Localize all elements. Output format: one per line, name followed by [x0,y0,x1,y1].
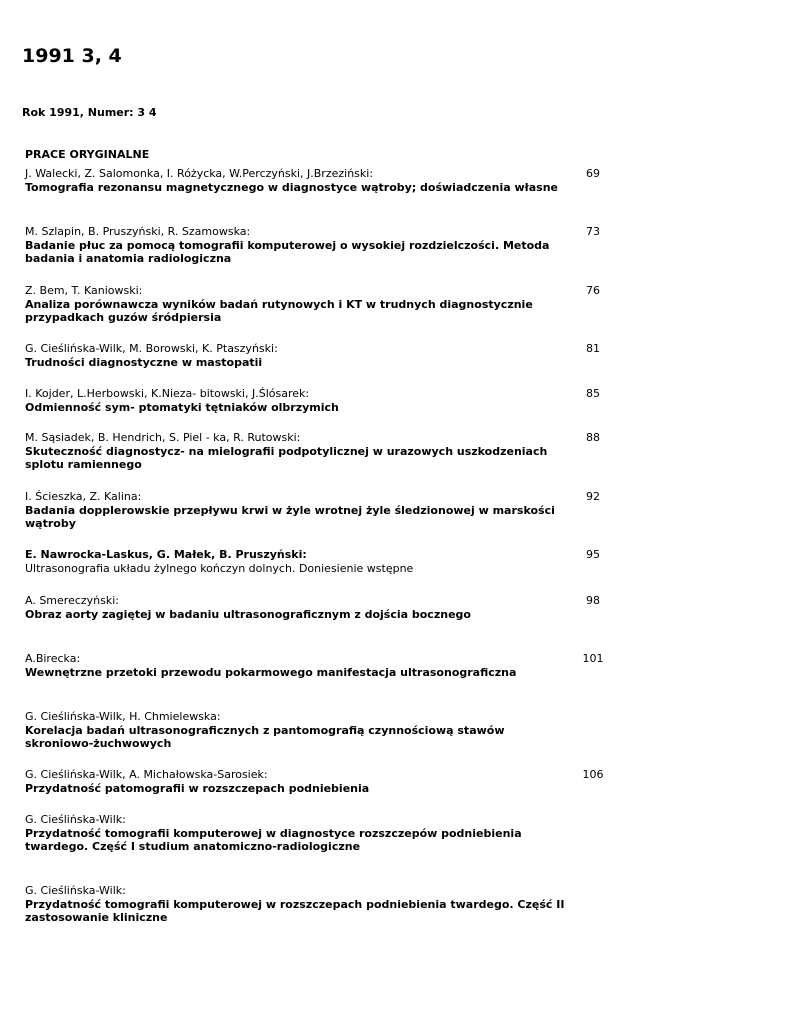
entry-authors: A. Smereczyński: [25,594,120,607]
toc-entry [25,768,645,813]
toc-entry [25,710,645,768]
entry-authors: G. Cieślińska-Wilk, A. Michałowska-Sarosiek: [25,768,268,781]
entry-title[interactable]: Trudności diagnostyczne w mastopatii [25,355,263,369]
entry-title[interactable]: Skuteczność diagnostycz- na mielografii podpotylicznej w urazowych uszkodzeniach splotu ramiennego [25,444,548,471]
entry-page-number: 101 [582,652,604,665]
toc-entry [25,490,645,548]
entry-authors: M. Sąsiadek, B. Hendrich, S. Piel - ka, R. Rutowski: [25,431,301,444]
section-heading: PRACE ORYGINALNE [25,148,150,161]
entry-authors: M. Szlapin, B. Pruszyński, R. Szamowska: [25,225,251,238]
toc-entry [25,225,645,284]
toc-entry [25,431,645,490]
entry-title[interactable]: Tomografia rezonansu magnetycznego w diagnostyce wątroby; doświadczenia własne [25,180,558,194]
entry-page-number: 73 [586,225,600,238]
entry-page-number: 106 [582,768,604,781]
toc-entry [25,167,645,225]
entry-title[interactable]: Przydatność tomografii komputerowej w rozszczepach podniebienia twardego. Część II zastosowanie kliniczne [25,897,565,924]
entry-page-number: 76 [586,284,600,297]
entry-authors: A.Birecka: [25,652,81,665]
entry-authors: I. Ścieszka, Z. Kalina: [25,490,142,503]
toc-entry [25,652,645,710]
toc-entry [25,342,645,387]
entry-title[interactable]: Ultrasonografia układu żylnego kończyn dolnych. Doniesienie wstępne [25,561,414,575]
table-of-contents [25,167,645,929]
entry-authors: G. Cieślińska-Wilk, H. Chmielewska: [25,710,221,723]
entry-page-number: 95 [586,548,600,561]
issue-line: Rok 1991, Numer: 3 4 [22,106,157,119]
entry-title[interactable]: Odmienność sym- ptomatyki tętniaków olbrzymich [25,400,339,414]
entry-page-number: 85 [586,387,600,400]
entry-authors: G. Cieślińska-Wilk, M. Borowski, K. Ptaszyński: [25,342,278,355]
entry-page-number: 69 [586,167,600,180]
entry-title[interactable]: Wewnętrzne przetoki przewodu pokarmowego manifestacja ultrasonograficzna [25,665,517,679]
entry-authors: I. Kojder, L.Herbowski, K.Nieza- bitowski, J.Ślósarek: [25,387,310,400]
toc-entry [25,813,645,884]
toc-entry [25,594,645,652]
entry-page-number: 88 [586,431,600,444]
page-title: 1991 3, 4 [22,45,122,67]
entry-page-number: 81 [586,342,600,355]
entry-authors: J. Walecki, Z. Salomonka, I. Różycka, W.Perczyński, J.Brzeziński: [25,167,374,180]
entry-authors: G. Cieślińska-Wilk: [25,884,126,897]
entry-title[interactable]: Analiza porównawcza wyników badań rutynowych i KT w trudnych diagnostycznie przypadkach guzów śródpiersia [25,297,533,324]
toc-entry [25,284,645,342]
entry-title[interactable]: Obraz aorty zagiętej w badaniu ultrasonograficznym z dojścia bocznego [25,607,471,621]
entry-title[interactable]: Badania dopplerowskie przepływu krwi w żyle wrotnej żyle śledzionowej w marskości wątroby [25,503,555,530]
entry-title[interactable]: Przydatność tomografii komputerowej w diagnostyce rozszczepów podniebienia twardego. Część I studium anatomiczno-radiologiczne [25,826,522,853]
entry-title[interactable]: Badanie płuc za pomocą tomografii komputerowej o wysokiej rozdzielczości. Metoda badania i anatomia radiologiczna [25,238,550,265]
entry-authors: Z. Bem, T. Kaniowski: [25,284,143,297]
toc-entry [25,884,645,929]
entry-page-number: 92 [586,490,600,503]
toc-entry [25,548,645,594]
entry-authors: G. Cieślińska-Wilk: [25,813,126,826]
entry-page-number: 98 [586,594,600,607]
entry-title[interactable]: Przydatność patomografii w rozszczepach podniebienia [25,781,370,795]
entry-title[interactable]: Korelacja badań ultrasonograficznych z pantomografią czynnościową stawów skroniowo-żuchwowych [25,723,505,750]
toc-entry [25,387,645,431]
entry-authors: E. Nawrocka-Laskus, G. Małek, B. Pruszyński: [25,548,307,561]
